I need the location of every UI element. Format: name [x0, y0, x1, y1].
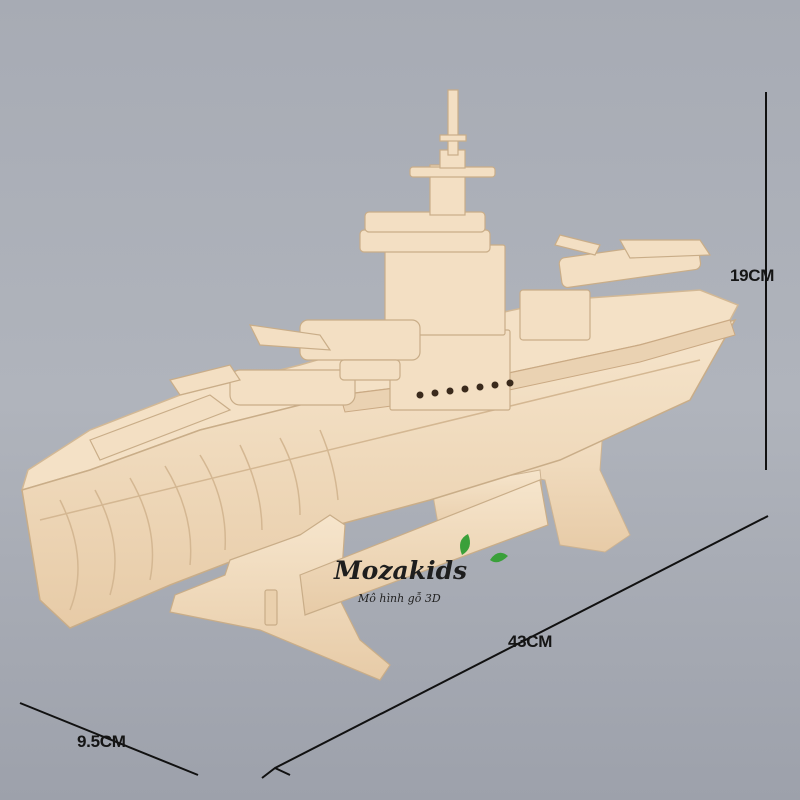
brand-tagline: Mô hình gỗ 3D — [358, 592, 441, 605]
length-label: 43CM — [508, 632, 553, 651]
height-label: 19CM — [730, 266, 775, 285]
width-label: 9.5CM — [77, 732, 126, 751]
brand-logo: Mozakids — [334, 556, 468, 585]
